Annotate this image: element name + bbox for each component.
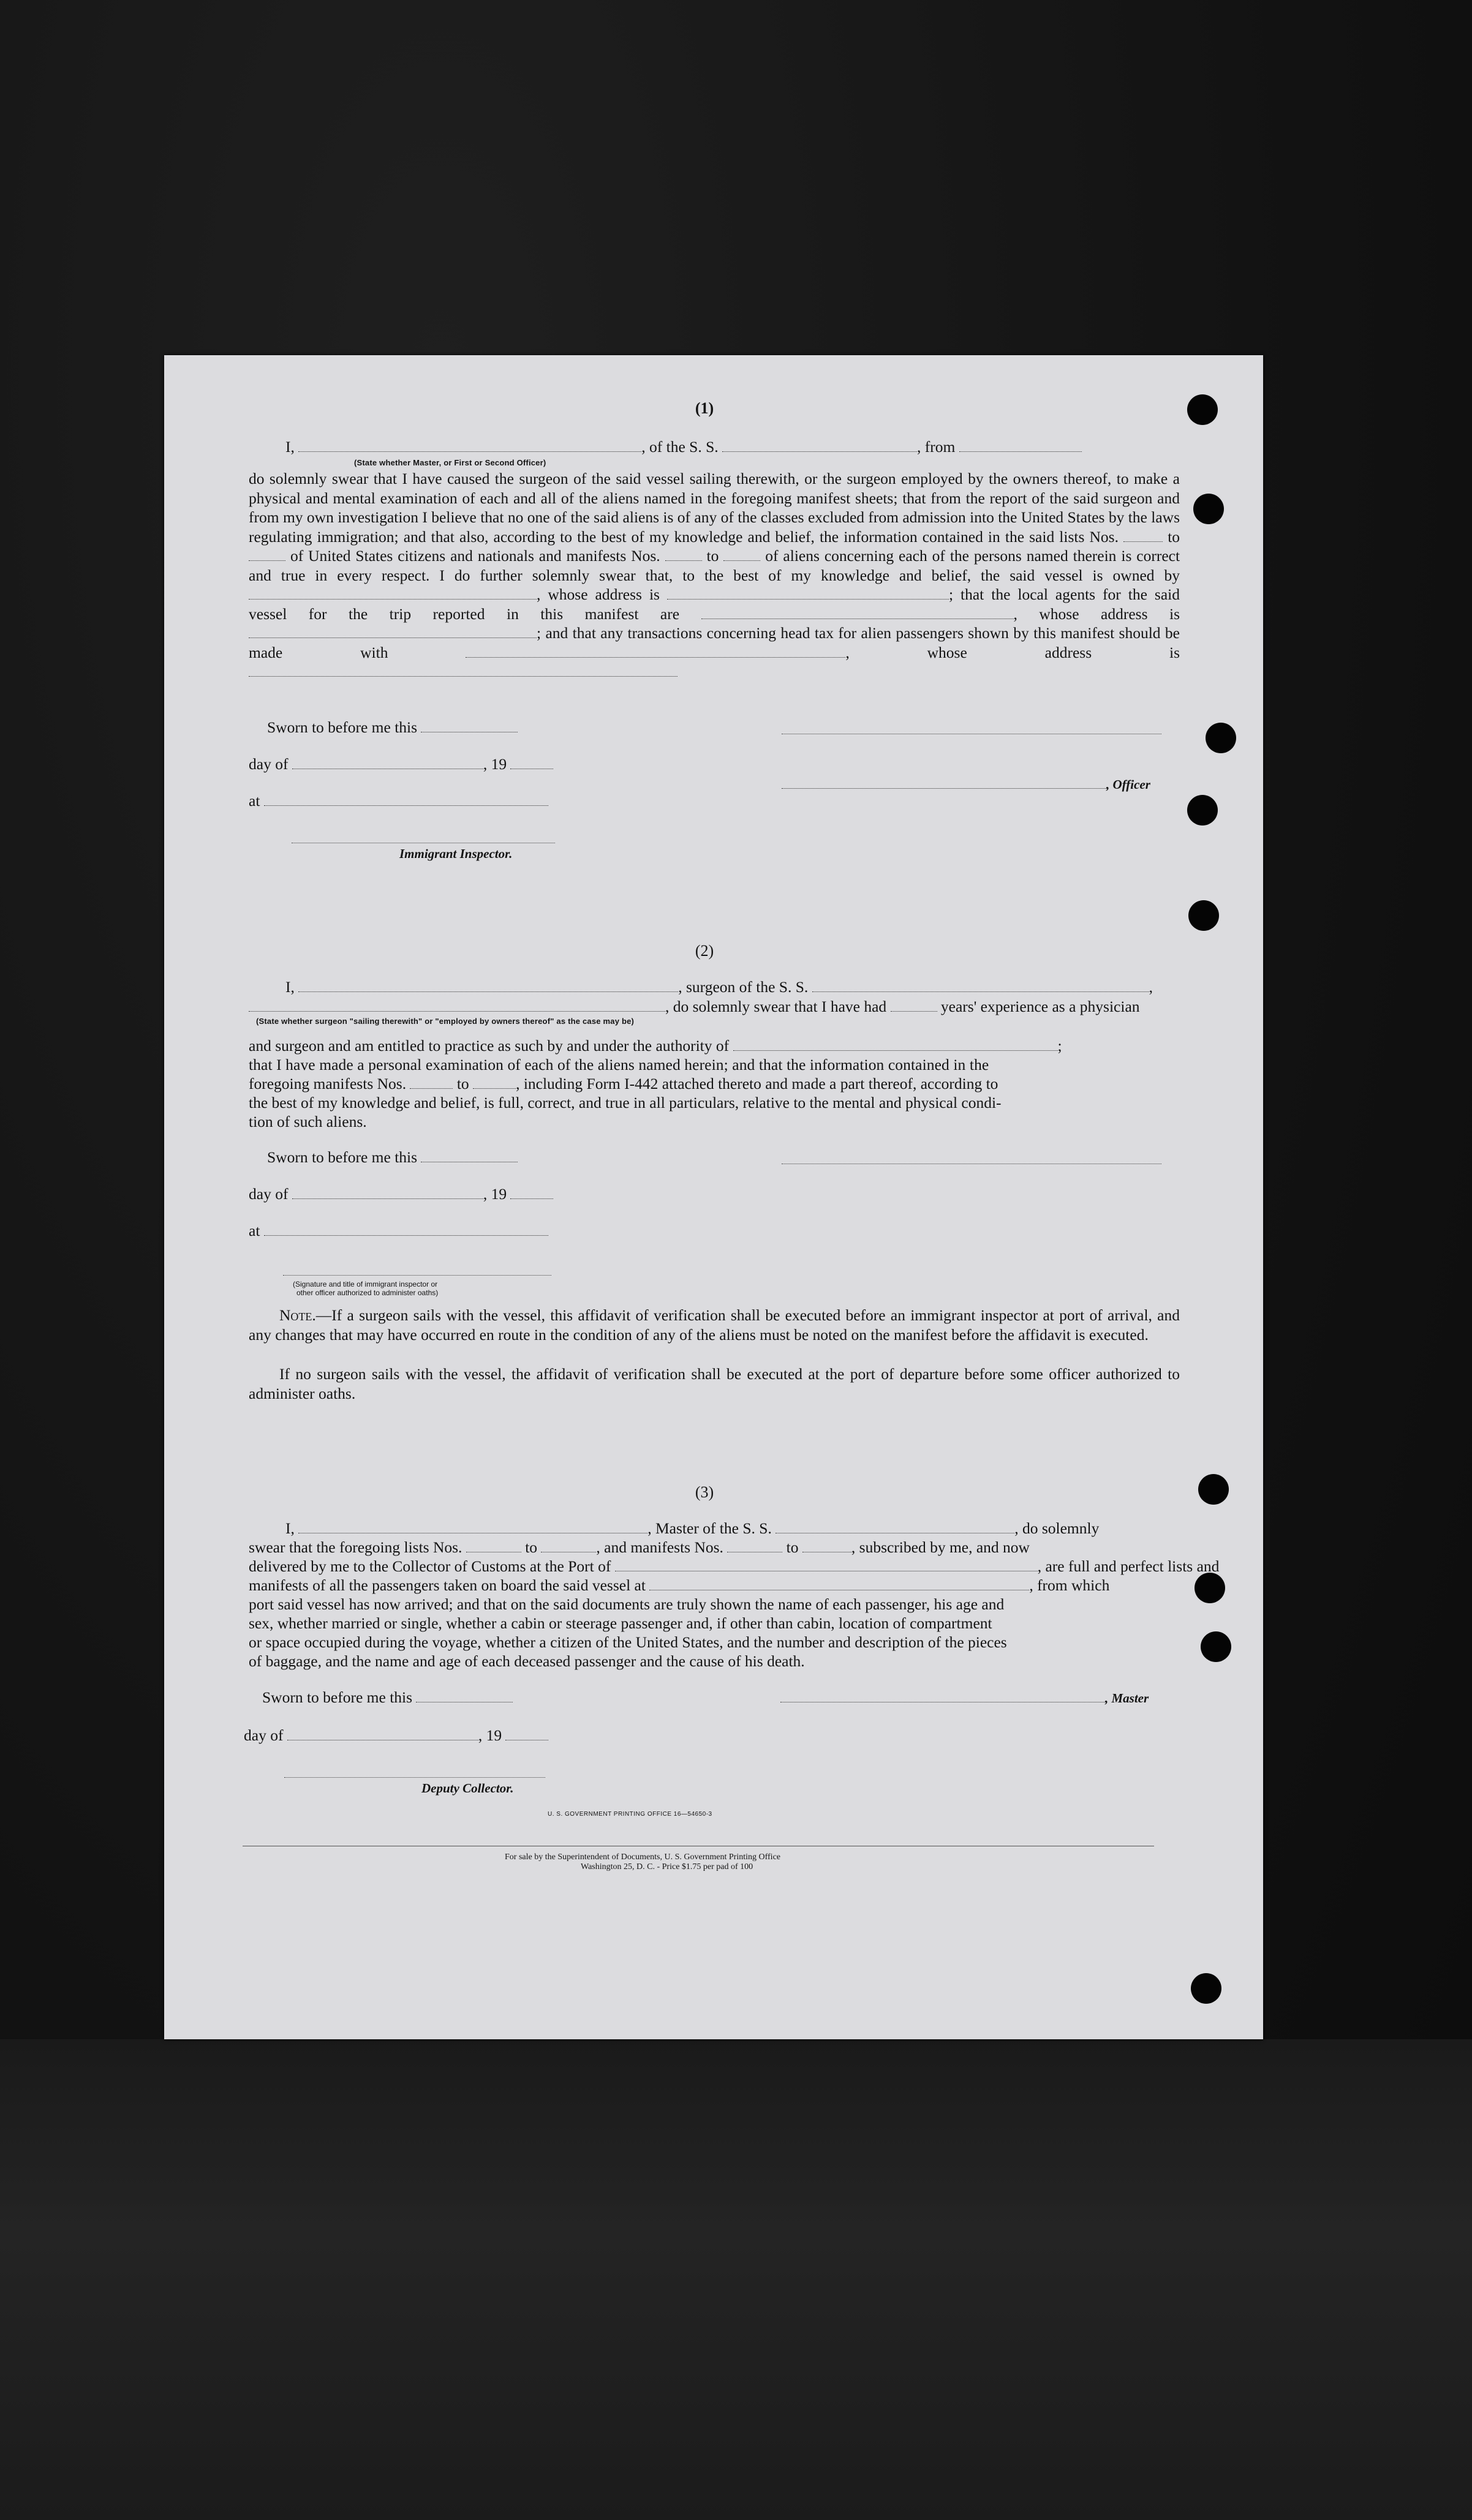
section-2-sworn bbox=[267, 1148, 518, 1167]
deputy-collector-label: Deputy Collector. bbox=[421, 1781, 514, 1796]
section-3-line-3 bbox=[249, 1557, 1219, 1576]
punch-hole bbox=[1206, 723, 1236, 753]
master-label: , Master bbox=[1105, 1691, 1149, 1706]
surgeon-name-field[interactable] bbox=[298, 978, 678, 992]
text: do solemnly swear that I have caused the surgeon of the said vessel sailing therewith, or the surgeon employed by the owners thereof, to make a physical and mental examination of each and all of the aliens named in the foregoing manifest sheets; that from the report of the said surgeon and from my own investigation I believe that no one of the said aliens is of any of the classes excluded from admission into the United States by the laws regulating immigration; and that also, according to the best of my knowledge and belief, the information contained in the said lists Nos. bbox=[249, 470, 1180, 546]
section-1-body: do solemnly swear that I have caused the surgeon of the said vessel sailing therewith, or the surgeon employed by the owners thereof, to make a physical and mental examination of each and all of the aliens named in the foregoing manifest sheets; that from the report of the said surgeon and from my own investigation I believe that no one of the said aliens is of any of the classes excluded from admission into the United States by the laws regulating immigration; and that also, according to the best of my knowledge and belief, the information contained in the said lists Nos. to of United States citizens and nationals and manifests Nos. to of aliens concerning each of the persons named therein is correct and true in every respect. I do further solemnly swear that, to the best of my knowledge and belief, the said vessel is owned by , whose address is ; that the local agents for the said vessel for the trip reported in this manifest are , whose address is ; and that any transactions concerning head tax for alien passengers shown by this manifest should be made with , whose address is bbox=[249, 469, 1180, 682]
port-field[interactable] bbox=[615, 1557, 1038, 1571]
owner-address-field[interactable] bbox=[667, 585, 949, 600]
section-2-line-7: tion of such aliens. bbox=[249, 1113, 367, 1130]
section-3-day-of bbox=[244, 1726, 548, 1745]
authority-field[interactable] bbox=[733, 1037, 1058, 1051]
head-tax-party-field[interactable] bbox=[466, 644, 845, 658]
text: day of bbox=[244, 1726, 284, 1744]
agents-address-field[interactable] bbox=[249, 624, 537, 638]
text: Sworn to before me this bbox=[267, 1148, 418, 1166]
text: , from which bbox=[1029, 1576, 1110, 1594]
punch-hole bbox=[1191, 1973, 1221, 2004]
signature-caption-2: other officer authorized to administer oaths) bbox=[296, 1288, 439, 1297]
section-3-heading: (3) bbox=[695, 1483, 714, 1501]
text: , subscribed by me, and now bbox=[851, 1538, 1030, 1556]
from-port-field[interactable] bbox=[959, 438, 1082, 452]
section-2-day-of bbox=[249, 1184, 553, 1204]
officer-title-caption: (State whether Master, or First or Second Officer) bbox=[354, 458, 546, 467]
manifests-from-field[interactable] bbox=[665, 547, 702, 561]
section-3-line-8: of baggage, and the name and age of each deceased passenger and the cause of his death. bbox=[249, 1652, 805, 1670]
text: Sworn to before me this bbox=[267, 718, 418, 736]
punch-hole bbox=[1195, 1573, 1225, 1603]
years-field[interactable] bbox=[891, 998, 937, 1012]
place-field[interactable] bbox=[264, 1222, 548, 1236]
manifests-from-field[interactable] bbox=[410, 1075, 453, 1089]
scan-lower-band bbox=[0, 2039, 1472, 2520]
section-2-line-3: and surgeon and am entitled to practice as such by and under the authority of ; bbox=[249, 1037, 1062, 1055]
local-agents-field[interactable] bbox=[701, 605, 1014, 619]
section-2-line-2 bbox=[249, 997, 1140, 1017]
section-2-line-4: that I have made a personal examination of each of the aliens named herein; and that the information contained in the bbox=[249, 1056, 989, 1074]
text: I, bbox=[285, 1519, 295, 1537]
month-field[interactable] bbox=[292, 1185, 483, 1199]
text: , from bbox=[917, 438, 956, 456]
signature-caption-1: (Signature and title of immigrant inspector or bbox=[293, 1280, 438, 1288]
master-signature-field[interactable] bbox=[780, 1688, 1105, 1702]
surgeon-status-caption: (State whether surgeon "sailing therewith" or "employed by owners thereof" as the case may be) bbox=[256, 1017, 635, 1026]
text: , including Form I-442 attached thereto and made a part thereof, according to bbox=[516, 1075, 998, 1093]
text: I, bbox=[285, 438, 295, 456]
text: that the local agents for the said vessel for the trip reported in this manifest are bbox=[249, 585, 1180, 623]
year-field[interactable] bbox=[510, 755, 553, 769]
section-2-heading: (2) bbox=[695, 942, 714, 960]
lists-from-field[interactable] bbox=[466, 1538, 521, 1552]
text: delivered by me to the Collector of Customs at the Port of bbox=[249, 1557, 611, 1575]
lists-to-field[interactable] bbox=[249, 547, 285, 561]
lists-to-field[interactable] bbox=[541, 1538, 596, 1552]
text: to bbox=[786, 1538, 799, 1556]
collector-line bbox=[284, 1777, 545, 1778]
year-field[interactable] bbox=[505, 1726, 548, 1740]
text: at bbox=[249, 792, 260, 810]
section-1-line-1 bbox=[285, 437, 1082, 457]
text: , Master of the S. S. bbox=[647, 1519, 772, 1537]
text: , surgeon of the S. S. bbox=[678, 978, 809, 996]
master-name-field[interactable] bbox=[298, 1519, 647, 1533]
text: , are full and perfect lists and bbox=[1037, 1557, 1220, 1575]
month-field[interactable] bbox=[292, 755, 483, 769]
text: , and manifests Nos. bbox=[596, 1538, 723, 1556]
punch-hole bbox=[1193, 494, 1224, 524]
gpo-imprint: U. S. GOVERNMENT PRINTING OFFICE 16—54650-3 bbox=[548, 1811, 712, 1818]
text: , 19 bbox=[483, 755, 507, 773]
text: at bbox=[249, 1222, 260, 1239]
vessel-name-field[interactable] bbox=[722, 438, 917, 452]
sworn-day-field[interactable] bbox=[421, 718, 518, 732]
section-2-line-5 bbox=[249, 1074, 998, 1094]
text: whose address is bbox=[1039, 604, 1180, 623]
immigrant-inspector-label: Immigrant Inspector. bbox=[399, 846, 513, 861]
text: of United States citizens and nationals and manifests Nos. bbox=[290, 547, 660, 565]
text: , do solemnly bbox=[1014, 1519, 1100, 1537]
head-tax-address-field[interactable] bbox=[249, 663, 677, 677]
section-3-line-7: or space occupied during the voyage, whether a citizen of the United States, and the number and description of the pieces bbox=[249, 1633, 1007, 1651]
text: to bbox=[525, 1538, 538, 1556]
section-3-line-5: port said vessel has now arrived; and that on the said documents are truly shown the name of each passenger, his age and bbox=[249, 1595, 1005, 1613]
manifests-to-field[interactable] bbox=[802, 1538, 851, 1552]
punch-hole bbox=[1201, 1631, 1231, 1662]
note-label: Note. bbox=[279, 1306, 316, 1324]
text: and surgeon and am entitled to practice as such by and under the authority of bbox=[249, 1037, 730, 1055]
text: manifests of all the passengers taken on board the said vessel at bbox=[249, 1576, 646, 1594]
text: I, bbox=[285, 978, 295, 996]
surgeon-status-field[interactable] bbox=[249, 998, 665, 1012]
text: , whose address is bbox=[537, 585, 660, 603]
note-text: —If a surgeon sails with the vessel, this affidavit of verification shall be executed before an immigrant inspector at port of arrival, and any changes that may have occurred en route in the condition of any of the aliens must be noted on the manifest before the affidavit is executed. bbox=[249, 1306, 1180, 1344]
punch-hole bbox=[1198, 1474, 1229, 1505]
year-field[interactable] bbox=[510, 1185, 553, 1199]
section-2-line-6: the best of my knowledge and belief, is full, correct, and true in all particulars, relative to the mental and physical condi- bbox=[249, 1094, 1002, 1111]
section-2-note bbox=[249, 1306, 1180, 1344]
section-1-at bbox=[249, 791, 548, 811]
section-3-line-2 bbox=[249, 1538, 1030, 1557]
punch-hole bbox=[1188, 900, 1219, 931]
sworn-day-field[interactable] bbox=[416, 1688, 513, 1702]
text: to bbox=[1168, 527, 1180, 546]
text: to bbox=[456, 1075, 469, 1093]
officer-label: , Officer bbox=[1106, 777, 1150, 792]
section-2-at bbox=[249, 1221, 548, 1241]
text: ; and that any transactions concerning head tax for alien passengers shown by this manifest should be made with bbox=[249, 624, 1180, 661]
section-3-line-1 bbox=[285, 1519, 1099, 1538]
owner-field[interactable] bbox=[249, 585, 537, 600]
sworn-day-field[interactable] bbox=[421, 1148, 518, 1162]
text: , of the S. S. bbox=[641, 438, 719, 456]
text: , do solemnly swear that I have had bbox=[665, 998, 887, 1015]
section-2-note-2 bbox=[249, 1364, 1180, 1403]
punch-hole bbox=[1187, 394, 1218, 425]
vessel-name-field[interactable] bbox=[776, 1519, 1014, 1533]
section-3-sworn bbox=[262, 1688, 513, 1707]
document-page bbox=[164, 355, 1263, 2039]
text: day of bbox=[249, 1185, 289, 1203]
text: foregoing manifests Nos. bbox=[249, 1075, 407, 1093]
month-field[interactable] bbox=[287, 1726, 478, 1740]
section-3-line-6: sex, whether married or single, whether a cabin or steerage passenger and, if other than cabin, location of compartment bbox=[249, 1614, 992, 1632]
section-1-heading: (1) bbox=[695, 399, 714, 417]
footer-sale-line-1: For sale by the Superintendent of Documents, U. S. Government Printing Office bbox=[505, 1852, 780, 1862]
note-2-text: If no surgeon sails with the vessel, the affidavit of verification shall be executed at the port of departure before some officer authorized to administer oaths. bbox=[249, 1365, 1180, 1402]
text: of aliens concerning each of the persons named therein is correct and true in every respect. I do further solemnly swear that, to the best of my knowledge and belief, the said vessel is owned by bbox=[249, 547, 1180, 584]
manifests-to-field[interactable] bbox=[723, 547, 760, 561]
footer-sale-line-2: Washington 25, D. C. - Price $1.75 per pad of 100 bbox=[581, 1862, 753, 1871]
manifests-from-field[interactable] bbox=[727, 1538, 782, 1552]
section-3-line-4 bbox=[249, 1576, 1109, 1595]
text: day of bbox=[249, 755, 289, 773]
text: years' experience as a physician bbox=[940, 998, 1140, 1015]
officer-signature-field[interactable] bbox=[782, 775, 1106, 789]
lists-from-field[interactable] bbox=[1123, 528, 1163, 542]
text: , 19 bbox=[483, 1185, 507, 1203]
boarding-port-field[interactable] bbox=[649, 1576, 1029, 1590]
section-1-sworn bbox=[267, 718, 518, 737]
text: , whose address is bbox=[845, 643, 1180, 661]
manifests-to-field[interactable] bbox=[473, 1075, 516, 1089]
text: , 19 bbox=[478, 1726, 502, 1744]
section-2-line-1: I, , surgeon of the S. S. , bbox=[285, 978, 1153, 996]
officer-title-field[interactable] bbox=[298, 438, 641, 452]
vessel-name-field[interactable] bbox=[812, 978, 1149, 992]
text: to bbox=[706, 547, 719, 565]
master-signature bbox=[780, 1688, 1149, 1709]
punch-hole bbox=[1187, 795, 1218, 826]
inspector-line bbox=[283, 1275, 551, 1276]
section-1-day-of bbox=[249, 754, 553, 774]
text: swear that the foregoing lists Nos. bbox=[249, 1538, 462, 1556]
officer-signature bbox=[782, 774, 1150, 795]
text: Sworn to before me this bbox=[262, 1688, 413, 1706]
place-field[interactable] bbox=[264, 792, 548, 806]
